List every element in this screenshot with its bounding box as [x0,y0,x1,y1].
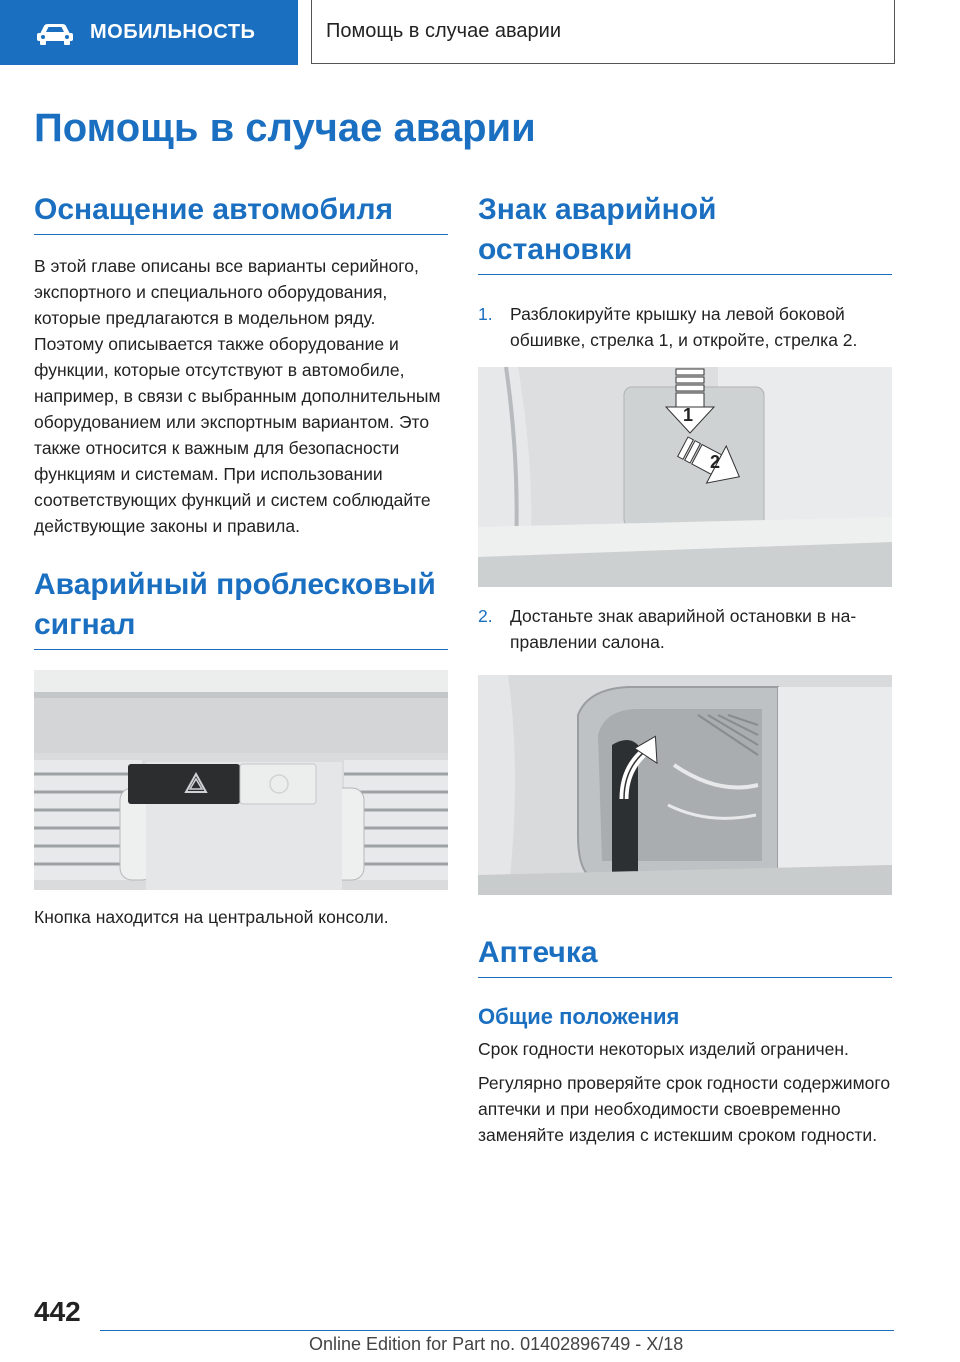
heading-first-aid-kit: Аптечка [478,936,598,969]
arrow-2-label: 2 [710,452,721,472]
paragraph-equipment: В этой главе описаны все варианты серийного, экспортного и специального оборудования, которые предлагаются в модельном ряду. Поэтому описывается также оборудование и функции, которые отсутствуют в автомобиле, например, в связи с выбранным дополнительным оборудованием или экспортным вариантом. Это также относится к важным для безопасности функциям и системам. При использовании соответствующих функций и систем соблюдайте действующие законы и правила. [34,256,441,536]
step-number: 2. [478,606,493,626]
heading-general: Общие положения [478,1004,680,1029]
heading-equipment: Оснащение автомобиля [34,193,394,226]
section-tab[interactable] [311,0,895,64]
paragraph-hazard-location: Кнопка находится на центральной консоли. [34,907,389,927]
heading-rule [34,649,448,650]
heading-warning-triangle: Знак аварийной остановки [478,193,717,266]
paragraph-general-1: Срок годности некоторых изделий ограничен. [478,1039,849,1059]
arrow-1-label: 1 [683,405,694,425]
hazard-button-figure [34,670,448,890]
chapter-label: МОБИЛЬНОСТЬ [90,21,256,43]
edition-footer: Online Edition for Part no. 01402896749 - X/18 [309,1334,684,1354]
heading-rule [478,274,892,275]
page-number: 442 [34,1296,81,1327]
step-text: Разблокируйте крышку на левой боковой обшивке, стрелка 1, и откройте, стрелка 2. [510,304,858,350]
footer-rule [100,1330,894,1331]
page-title: Помощь в случае аварии [34,106,536,150]
step-2 [478,603,892,655]
trim-opening-illustration [478,675,892,895]
heading-rule [478,977,892,978]
side-trim-illustration [478,367,892,587]
step-number: 1. [478,304,493,324]
section-label: Помощь в случае аварии [326,20,561,42]
step-text: Достаньте знак аварийной остановки в направлении салона. [510,606,857,652]
paragraph-general-2: Регулярно проверяйте срок годности содержимого аптечки и при необходимости своевременно заменяйте изделия с истекшим сроком годности. [478,1073,891,1145]
hazard-console-illustration [34,670,448,890]
car-icon [36,21,74,45]
warning-triangle-cover-figure [478,367,892,587]
warning-triangle-removal-figure [478,675,892,895]
left-column [34,190,448,930]
heading-rule [34,234,448,235]
step-1 [478,301,892,353]
right-column [478,190,892,1148]
chapter-tab[interactable] [0,0,298,65]
heading-hazard-lights: Аварийный проблесковый сигнал [34,568,436,641]
